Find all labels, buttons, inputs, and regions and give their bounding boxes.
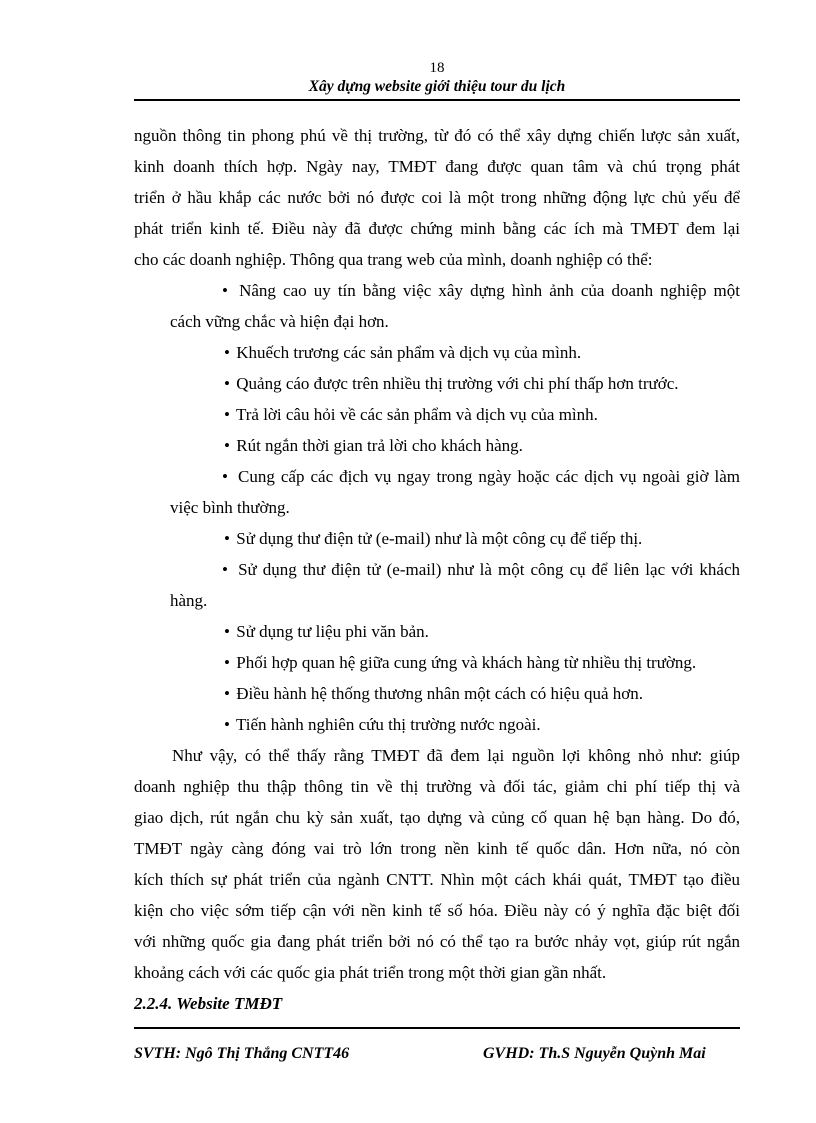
bullet-continuation: cách vững chắc và hiện đại hơn. [170, 312, 389, 331]
bullet-text: Cung cấp các địch vụ ngay trong ngày hoặc các dịch vụ ngoài giờ làm [238, 467, 740, 486]
bullet-text: Sử dụng thư điện tử (e-mail) như là một công cụ để liên lạc với khách [238, 560, 741, 579]
section-heading: 2.2.4. Website TMĐT [134, 994, 283, 1013]
conclusion-line: với những quốc gia đang phát triển bởi nó có thể tạo ra bước nhảy vọt, giúp rút ngắn [134, 932, 740, 951]
bullet-item [134, 616, 740, 647]
conclusion-line: kiện cho việc sớm tiếp cận với nền kinh tế số hóa. Điều này có ý nghĩa đặc biệt đối [134, 901, 740, 920]
bullet-continuation: hàng. [170, 591, 208, 610]
page-number: 18 [429, 60, 445, 76]
conclusion-line: doanh nghiệp thu thập thông tin về thị trường và đối tác, giảm chi phí tiếp thị và [134, 777, 740, 796]
bullet-text: Tiến hành nghiên cứu thị trường nước ngoài. [235, 715, 541, 734]
intro-line: phát triển kinh tế. Điều này đã được chứng minh bằng các ích mà TMĐT đem lại [134, 219, 740, 238]
bullet-icon: • [224, 653, 230, 672]
bullet-icon: • [222, 467, 228, 486]
bullet-item [134, 678, 740, 709]
conclusion-line: giao dịch, rút ngắn chu kỳ sản xuất, tạo dựng và củng cố quan hệ bạn hàng. Do đó, [134, 808, 740, 827]
intro-line: triển ở hầu khắp các nước bởi nó được coi là một trong những động lực chủ yếu để [134, 188, 740, 207]
bullet-text: Sử dụng thư điện tử (e-mail) như là một công cụ để tiếp thị. [236, 529, 643, 548]
intro-paragraph [134, 120, 740, 275]
bullet-text: Điều hành hệ thống thương nhân một cách có hiệu quả hơn. [236, 684, 644, 703]
bullet-text: Quảng cáo được trên nhiều thị trường với chi phí thấp hơn trước. [236, 374, 679, 393]
bullet-icon: • [224, 405, 230, 424]
footer-rule [134, 1027, 740, 1029]
conclusion-line: TMĐT ngày càng đóng vai trò lớn trong nền kinh tế quốc dân. Hơn nữa, nó còn [134, 839, 740, 858]
bullet-text: Phối hợp quan hệ giữa cung ứng và khách hàng từ nhiều thị trường. [236, 653, 697, 672]
bullet-item [134, 399, 740, 430]
bullet-icon: • [224, 343, 230, 362]
bullet-icon: • [224, 529, 230, 548]
bullet-item [134, 647, 740, 678]
body-text [134, 120, 740, 1019]
footer-student: SVTH: Ngô Thị Thắng CNTT46 [134, 1045, 350, 1062]
bullet-item [134, 461, 740, 492]
header-rule [134, 99, 740, 101]
bullet-icon: • [224, 374, 230, 393]
bullet-list [134, 275, 740, 740]
bullet-text: Khuếch trương các sản phẩm và dịch vụ của mình. [236, 343, 582, 362]
bullet-continuation: việc bình thường. [170, 498, 290, 517]
bullet-item [134, 709, 740, 740]
bullet-icon: • [222, 281, 228, 300]
conclusion-line: kích thích sự phát triển của ngành CNTT. Nhìn một cách khái quát, TMĐT tạo điều [134, 870, 740, 889]
bullet-item [134, 430, 740, 461]
bullet-item [134, 337, 740, 368]
bullet-icon: • [222, 560, 228, 579]
footer-advisor: GVHD: Th.S Nguyễn Quỳnh Mai [483, 1045, 706, 1062]
bullet-icon: • [224, 684, 230, 703]
bullet-text: Trả lời câu hỏi về các sản phẩm và dịch vụ của mình. [235, 405, 598, 424]
conclusion-line: khoảng cách với các quốc gia phát triển trong một thời gian gần nhất. [134, 963, 607, 982]
bullet-item [134, 523, 740, 554]
bullet-text: Sử dụng tư liệu phi văn bản. [236, 622, 429, 641]
bullet-icon: • [224, 436, 230, 455]
conclusion-line: Như vậy, có thể thấy rằng TMĐT đã đem lại nguồn lợi không nhỏ như: giúp [172, 746, 740, 765]
bullet-text: Rút ngắn thời gian trả lời cho khách hàng. [236, 436, 523, 455]
bullet-item [134, 554, 740, 585]
intro-line: cho các doanh nghiệp. Thông qua trang web của mình, doanh nghiệp có thể: [134, 250, 653, 269]
header-title: Xây dựng website giới thiệu tour du lịch [308, 78, 566, 95]
bullet-item [134, 275, 740, 306]
conclusion-paragraph [134, 740, 740, 988]
bullet-icon: • [224, 715, 230, 734]
intro-line: nguồn thông tin phong phú về thị trường, từ đó có thể xây dựng chiến lược sản xuất, [134, 126, 740, 145]
bullet-text: Nâng cao uy tín bằng việc xây dựng hình ảnh của doanh nghiệp một [239, 281, 740, 300]
bullet-icon: • [224, 622, 230, 641]
intro-line: kinh doanh thích hợp. Ngày nay, TMĐT đang được quan tâm và chú trọng phát [134, 157, 740, 176]
bullet-item [134, 368, 740, 399]
